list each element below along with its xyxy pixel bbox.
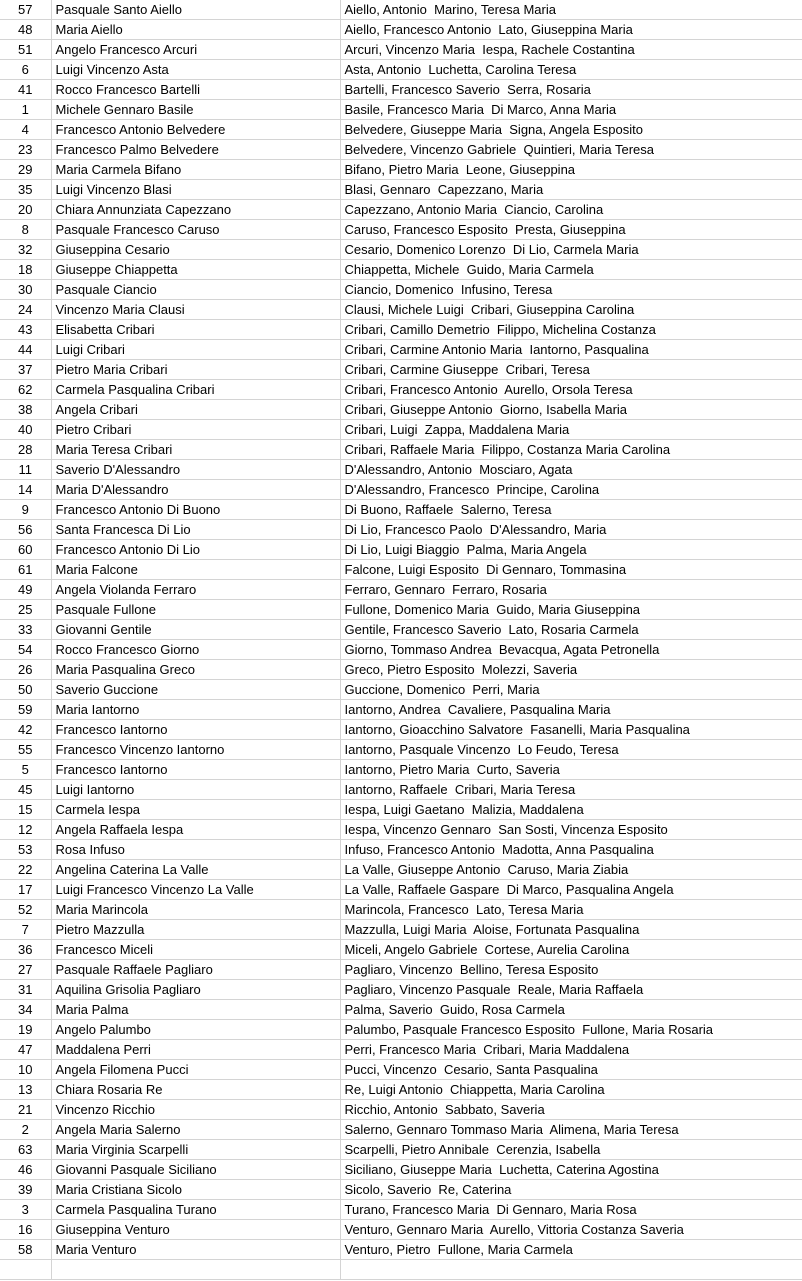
name-cell[interactable]: Maria Teresa Cribari (51, 440, 340, 460)
parents-cell[interactable]: Blasi, Gennaro Capezzano, Maria (340, 180, 802, 200)
table-row (0, 520, 802, 540)
row-number-cell[interactable]: 30 (0, 280, 51, 300)
row-number-cell[interactable]: 36 (0, 940, 51, 960)
parents-cell[interactable]: Falcone, Luigi Esposito Di Gennaro, Tommasina (340, 560, 802, 580)
name-cell[interactable]: Francesco Iantorno (51, 760, 340, 780)
table-row (0, 240, 802, 260)
row-number-cell[interactable]: 17 (0, 880, 51, 900)
row-number-cell[interactable]: 47 (0, 1040, 51, 1060)
parents-cell[interactable]: Bartelli, Francesco Saverio Serra, Rosaria (340, 80, 802, 100)
name-cell[interactable]: Saverio D'Alessandro (51, 460, 340, 480)
name-cell[interactable]: Luigi Vincenzo Blasi (51, 180, 340, 200)
table-row (0, 920, 802, 940)
parents-cell[interactable]: Di Lio, Luigi Biaggio Palma, Maria Angela (340, 540, 802, 560)
table-row (0, 940, 802, 960)
name-cell[interactable]: Angelo Palumbo (51, 1020, 340, 1040)
row-number-cell[interactable]: 12 (0, 820, 51, 840)
parents-cell[interactable]: Belvedere, Giuseppe Maria Signa, Angela Esposito (340, 120, 802, 140)
name-cell[interactable]: Angelo Francesco Arcuri (51, 40, 340, 60)
name-cell[interactable]: Carmela Pasqualina Turano (51, 1200, 340, 1220)
parents-cell[interactable]: Venturo, Pietro Fullone, Maria Carmela (340, 1240, 802, 1260)
table-row (0, 1100, 802, 1120)
table-row (0, 340, 802, 360)
parents-cell[interactable]: Palumbo, Pasquale Francesco Esposito Fullone, Maria Rosaria (340, 1020, 802, 1040)
parents-cell[interactable]: Salerno, Gennaro Tommaso Maria Alimena, Maria Teresa (340, 1120, 802, 1140)
name-cell[interactable]: Giuseppina Venturo (51, 1220, 340, 1240)
row-number-cell[interactable]: 57 (0, 0, 51, 20)
row-number-cell[interactable]: 9 (0, 500, 51, 520)
row-number-cell[interactable]: 37 (0, 360, 51, 380)
table-row (0, 0, 802, 20)
parents-cell[interactable]: Greco, Pietro Esposito Molezzi, Saveria (340, 660, 802, 680)
table-row (0, 1200, 802, 1220)
parents-cell[interactable]: Pagliaro, Vincenzo Bellino, Teresa Esposito (340, 960, 802, 980)
name-cell[interactable]: Luigi Iantorno (51, 780, 340, 800)
name-cell[interactable]: Francesco Miceli (51, 940, 340, 960)
name-cell[interactable]: Vincenzo Ricchio (51, 1100, 340, 1120)
table-row (0, 780, 802, 800)
table-row (0, 220, 802, 240)
name-cell[interactable] (51, 1260, 340, 1280)
parents-cell[interactable]: Ferraro, Gennaro Ferraro, Rosaria (340, 580, 802, 600)
parents-cell[interactable]: Di Lio, Francesco Paolo D'Alessandro, Maria (340, 520, 802, 540)
parents-cell[interactable]: Belvedere, Vincenzo Gabriele Quintieri, Maria Teresa (340, 140, 802, 160)
name-cell[interactable]: Rocco Francesco Giorno (51, 640, 340, 660)
name-cell[interactable]: Pietro Maria Cribari (51, 360, 340, 380)
table-row (0, 440, 802, 460)
parents-cell[interactable]: Perri, Francesco Maria Cribari, Maria Maddalena (340, 1040, 802, 1060)
row-number-cell[interactable]: 31 (0, 980, 51, 1000)
name-cell[interactable]: Saverio Guccione (51, 680, 340, 700)
table-row (0, 600, 802, 620)
parents-cell[interactable]: Ricchio, Antonio Sabbato, Saveria (340, 1100, 802, 1120)
name-cell[interactable]: Maria Palma (51, 1000, 340, 1020)
parents-cell[interactable]: Aiello, Antonio Marino, Teresa Maria (340, 0, 802, 20)
name-cell[interactable]: Angela Raffaela Iespa (51, 820, 340, 840)
row-number-cell[interactable]: 29 (0, 160, 51, 180)
table-row (0, 560, 802, 580)
name-cell[interactable]: Elisabetta Cribari (51, 320, 340, 340)
parents-cell[interactable]: Mazzulla, Luigi Maria Aloise, Fortunata Pasqualina (340, 920, 802, 940)
parents-cell[interactable]: Caruso, Francesco Esposito Presta, Giuseppina (340, 220, 802, 240)
parents-cell[interactable]: D'Alessandro, Francesco Principe, Carolina (340, 480, 802, 500)
parents-cell[interactable]: Capezzano, Antonio Maria Ciancio, Carolina (340, 200, 802, 220)
row-number-cell[interactable]: 45 (0, 780, 51, 800)
table-row (0, 700, 802, 720)
table-row (0, 320, 802, 340)
name-cell[interactable]: Luigi Cribari (51, 340, 340, 360)
row-number-cell[interactable]: 18 (0, 260, 51, 280)
table-row (0, 60, 802, 80)
parents-cell[interactable]: Clausi, Michele Luigi Cribari, Giuseppina Carolina (340, 300, 802, 320)
parents-cell[interactable]: Marincola, Francesco Lato, Teresa Maria (340, 900, 802, 920)
table-row (0, 580, 802, 600)
table-row (0, 620, 802, 640)
name-cell[interactable]: Carmela Iespa (51, 800, 340, 820)
table-row (0, 100, 802, 120)
parents-cell[interactable]: Pagliaro, Vincenzo Pasquale Reale, Maria Raffaela (340, 980, 802, 1000)
table-row (0, 740, 802, 760)
row-number-cell[interactable]: 26 (0, 660, 51, 680)
parents-cell[interactable] (340, 1260, 802, 1280)
row-number-cell[interactable]: 33 (0, 620, 51, 640)
table-row (0, 1140, 802, 1160)
table-row (0, 120, 802, 140)
table-row (0, 1020, 802, 1040)
name-cell[interactable]: Luigi Francesco Vincenzo La Valle (51, 880, 340, 900)
name-cell[interactable]: Giovanni Pasquale Siciliano (51, 1160, 340, 1180)
table-row (0, 420, 802, 440)
table-row (0, 1000, 802, 1020)
name-cell[interactable]: Angela Maria Salerno (51, 1120, 340, 1140)
row-number-cell[interactable]: 56 (0, 520, 51, 540)
parents-cell[interactable]: La Valle, Raffaele Gaspare Di Marco, Pasqualina Angela (340, 880, 802, 900)
name-cell[interactable]: Luigi Vincenzo Asta (51, 60, 340, 80)
row-number-cell[interactable]: 16 (0, 1220, 51, 1240)
row-number-cell[interactable]: 53 (0, 840, 51, 860)
table-row (0, 160, 802, 180)
name-cell[interactable]: Francesco Antonio Di Buono (51, 500, 340, 520)
name-cell[interactable]: Pasquale Fullone (51, 600, 340, 620)
row-number-cell[interactable]: 50 (0, 680, 51, 700)
row-number-cell[interactable]: 10 (0, 1060, 51, 1080)
table-row (0, 660, 802, 680)
name-cell[interactable]: Giuseppe Chiappetta (51, 260, 340, 280)
parents-cell[interactable]: Ciancio, Domenico Infusino, Teresa (340, 280, 802, 300)
row-number-cell[interactable]: 21 (0, 1100, 51, 1120)
row-number-cell[interactable]: 63 (0, 1140, 51, 1160)
name-cell[interactable]: Francesco Antonio Di Lio (51, 540, 340, 560)
parents-cell[interactable]: Gentile, Francesco Saverio Lato, Rosaria Carmela (340, 620, 802, 640)
name-cell[interactable]: Giovanni Gentile (51, 620, 340, 640)
parents-cell[interactable]: Aiello, Francesco Antonio Lato, Giuseppina Maria (340, 20, 802, 40)
row-number-cell[interactable]: 14 (0, 480, 51, 500)
parents-cell[interactable]: Basile, Francesco Maria Di Marco, Anna Maria (340, 100, 802, 120)
name-cell[interactable]: Angela Cribari (51, 400, 340, 420)
parents-cell[interactable]: Iantorno, Pietro Maria Curto, Saveria (340, 760, 802, 780)
name-cell[interactable]: Pasquale Raffaele Pagliaro (51, 960, 340, 980)
name-cell[interactable]: Angelina Caterina La Valle (51, 860, 340, 880)
row-number-cell[interactable]: 11 (0, 460, 51, 480)
table-row (0, 1220, 802, 1240)
row-number-cell[interactable]: 52 (0, 900, 51, 920)
parents-cell[interactable]: Fullone, Domenico Maria Guido, Maria Giuseppina (340, 600, 802, 620)
parents-cell[interactable]: Venturo, Gennaro Maria Aurello, Vittoria Costanza Saveria (340, 1220, 802, 1240)
parents-cell[interactable]: Turano, Francesco Maria Di Gennaro, Maria Rosa (340, 1200, 802, 1220)
table-row (0, 540, 802, 560)
table-row (0, 640, 802, 660)
row-number-cell[interactable]: 3 (0, 1200, 51, 1220)
parents-cell[interactable]: Arcuri, Vincenzo Maria Iespa, Rachele Costantina (340, 40, 802, 60)
name-cell[interactable]: Angela Violanda Ferraro (51, 580, 340, 600)
name-cell[interactable]: Pietro Cribari (51, 420, 340, 440)
table-row (0, 820, 802, 840)
table-row (0, 800, 802, 820)
table-row (0, 20, 802, 40)
table-row (0, 1160, 802, 1180)
parents-cell[interactable]: Cribari, Camillo Demetrio Filippo, Michelina Costanza (340, 320, 802, 340)
name-cell[interactable]: Chiara Rosaria Re (51, 1080, 340, 1100)
row-number-cell[interactable]: 60 (0, 540, 51, 560)
name-cell[interactable]: Maria Carmela Bifano (51, 160, 340, 180)
name-cell[interactable]: Maria Virginia Scarpelli (51, 1140, 340, 1160)
name-cell[interactable]: Aquilina Grisolia Pagliaro (51, 980, 340, 1000)
row-number-cell[interactable]: 48 (0, 20, 51, 40)
row-number-cell[interactable]: 38 (0, 400, 51, 420)
parents-cell[interactable]: Asta, Antonio Luchetta, Carolina Teresa (340, 60, 802, 80)
table-row (0, 1180, 802, 1200)
name-cell[interactable]: Maria Iantorno (51, 700, 340, 720)
parents-cell[interactable]: Iantorno, Raffaele Cribari, Maria Teresa (340, 780, 802, 800)
table-row (0, 380, 802, 400)
table-row (0, 500, 802, 520)
table-row (0, 760, 802, 780)
name-cell[interactable]: Maria Aiello (51, 20, 340, 40)
table-row (0, 40, 802, 60)
table-row (0, 80, 802, 100)
table-row (0, 480, 802, 500)
parents-cell[interactable]: Sicolo, Saverio Re, Caterina (340, 1180, 802, 1200)
name-cell[interactable]: Santa Francesca Di Lio (51, 520, 340, 540)
row-number-cell[interactable]: 54 (0, 640, 51, 660)
row-number-cell[interactable]: 59 (0, 700, 51, 720)
row-number-cell[interactable]: 27 (0, 960, 51, 980)
table-row (0, 860, 802, 880)
parents-cell[interactable]: Cribari, Raffaele Maria Filippo, Costanza Maria Carolina (340, 440, 802, 460)
parents-cell[interactable]: Infuso, Francesco Antonio Madotta, Anna Pasqualina (340, 840, 802, 860)
parents-cell[interactable]: Guccione, Domenico Perri, Maria (340, 680, 802, 700)
row-number-cell[interactable]: 34 (0, 1000, 51, 1020)
row-number-cell[interactable]: 43 (0, 320, 51, 340)
parents-cell[interactable]: Bifano, Pietro Maria Leone, Giuseppina (340, 160, 802, 180)
name-cell[interactable]: Maria Venturo (51, 1240, 340, 1260)
parents-cell[interactable]: Iespa, Luigi Gaetano Malizia, Maddalena (340, 800, 802, 820)
parents-cell[interactable]: Cribari, Francesco Antonio Aurello, Orsola Teresa (340, 380, 802, 400)
parents-cell[interactable]: Pucci, Vincenzo Cesario, Santa Pasqualina (340, 1060, 802, 1080)
row-number-cell[interactable]: 28 (0, 440, 51, 460)
name-cell[interactable]: Francesco Iantorno (51, 720, 340, 740)
table-row (0, 880, 802, 900)
name-cell[interactable]: Rocco Francesco Bartelli (51, 80, 340, 100)
row-number-cell[interactable]: 35 (0, 180, 51, 200)
parents-cell[interactable]: Cribari, Carmine Giuseppe Cribari, Teresa (340, 360, 802, 380)
row-number-cell[interactable]: 40 (0, 420, 51, 440)
table-row (0, 980, 802, 1000)
name-cell[interactable]: Maria Falcone (51, 560, 340, 580)
name-cell[interactable]: Maria D'Alessandro (51, 480, 340, 500)
parents-cell[interactable]: La Valle, Giuseppe Antonio Caruso, Maria Ziabia (340, 860, 802, 880)
row-number-cell[interactable]: 58 (0, 1240, 51, 1260)
row-number-cell[interactable]: 6 (0, 60, 51, 80)
table-row (0, 1260, 802, 1280)
parents-cell[interactable]: Cribari, Luigi Zappa, Maddalena Maria (340, 420, 802, 440)
row-number-cell[interactable]: 51 (0, 40, 51, 60)
row-number-cell[interactable]: 20 (0, 200, 51, 220)
row-number-cell[interactable]: 39 (0, 1180, 51, 1200)
parents-cell[interactable]: Miceli, Angelo Gabriele Cortese, Aurelia Carolina (340, 940, 802, 960)
table-row (0, 1040, 802, 1060)
row-number-cell[interactable]: 55 (0, 740, 51, 760)
name-cell[interactable]: Pietro Mazzulla (51, 920, 340, 940)
parents-cell[interactable]: Chiappetta, Michele Guido, Maria Carmela (340, 260, 802, 280)
row-number-cell[interactable]: 32 (0, 240, 51, 260)
row-number-cell[interactable]: 7 (0, 920, 51, 940)
table-row (0, 900, 802, 920)
table-row (0, 460, 802, 480)
parents-cell[interactable]: Giorno, Tommaso Andrea Bevacqua, Agata Petronella (340, 640, 802, 660)
table-row (0, 140, 802, 160)
row-number-cell[interactable]: 24 (0, 300, 51, 320)
row-number-cell[interactable]: 2 (0, 1120, 51, 1140)
table-row (0, 360, 802, 380)
row-number-cell[interactable]: 49 (0, 580, 51, 600)
name-cell[interactable]: Maria Cristiana Sicolo (51, 1180, 340, 1200)
table-row (0, 720, 802, 740)
name-cell[interactable]: Maria Pasqualina Greco (51, 660, 340, 680)
name-cell[interactable]: Pasquale Santo Aiello (51, 0, 340, 20)
row-number-cell[interactable]: 15 (0, 800, 51, 820)
row-number-cell[interactable]: 42 (0, 720, 51, 740)
name-cell[interactable]: Carmela Pasqualina Cribari (51, 380, 340, 400)
parents-cell[interactable]: Iantorno, Gioacchino Salvatore Fasanelli, Maria Pasqualina (340, 720, 802, 740)
row-number-cell[interactable]: 22 (0, 860, 51, 880)
row-number-cell[interactable]: 1 (0, 100, 51, 120)
row-number-cell[interactable] (0, 1260, 51, 1280)
name-cell[interactable]: Giuseppina Cesario (51, 240, 340, 260)
parents-cell[interactable]: Cesario, Domenico Lorenzo Di Lio, Carmela Maria (340, 240, 802, 260)
table-row (0, 400, 802, 420)
name-cell[interactable]: Francesco Antonio Belvedere (51, 120, 340, 140)
row-number-cell[interactable]: 23 (0, 140, 51, 160)
table-row (0, 1080, 802, 1100)
parents-cell[interactable]: Iespa, Vincenzo Gennaro San Sosti, Vincenza Esposito (340, 820, 802, 840)
row-number-cell[interactable]: 41 (0, 80, 51, 100)
row-number-cell[interactable]: 8 (0, 220, 51, 240)
name-cell[interactable]: Michele Gennaro Basile (51, 100, 340, 120)
table-row (0, 300, 802, 320)
parents-cell[interactable]: Scarpelli, Pietro Annibale Cerenzia, Isabella (340, 1140, 802, 1160)
table-row (0, 200, 802, 220)
name-cell[interactable]: Francesco Vincenzo Iantorno (51, 740, 340, 760)
parents-cell[interactable]: D'Alessandro, Antonio Mosciaro, Agata (340, 460, 802, 480)
name-cell[interactable]: Francesco Palmo Belvedere (51, 140, 340, 160)
row-number-cell[interactable]: 44 (0, 340, 51, 360)
table-row (0, 1060, 802, 1080)
parents-cell[interactable]: Re, Luigi Antonio Chiappetta, Maria Carolina (340, 1080, 802, 1100)
name-cell[interactable]: Rosa Infuso (51, 840, 340, 860)
parents-cell[interactable]: Iantorno, Andrea Cavaliere, Pasqualina Maria (340, 700, 802, 720)
table-row (0, 180, 802, 200)
name-cell[interactable]: Pasquale Ciancio (51, 280, 340, 300)
name-cell[interactable]: Maria Marincola (51, 900, 340, 920)
row-number-cell[interactable]: 19 (0, 1020, 51, 1040)
parents-cell[interactable]: Cribari, Carmine Antonio Maria Iantorno, Pasqualina (340, 340, 802, 360)
row-number-cell[interactable]: 61 (0, 560, 51, 580)
parents-cell[interactable]: Palma, Saverio Guido, Rosa Carmela (340, 1000, 802, 1020)
table-row (0, 680, 802, 700)
row-number-cell[interactable]: 62 (0, 380, 51, 400)
name-cell[interactable]: Chiara Annunziata Capezzano (51, 200, 340, 220)
table-row (0, 280, 802, 300)
table-row (0, 1240, 802, 1260)
table-row (0, 260, 802, 280)
row-number-cell[interactable]: 46 (0, 1160, 51, 1180)
row-number-cell[interactable]: 25 (0, 600, 51, 620)
parents-cell[interactable]: Iantorno, Pasquale Vincenzo Lo Feudo, Teresa (340, 740, 802, 760)
table-row (0, 1120, 802, 1140)
parents-cell[interactable]: Di Buono, Raffaele Salerno, Teresa (340, 500, 802, 520)
row-number-cell[interactable]: 13 (0, 1080, 51, 1100)
table-row (0, 960, 802, 980)
table-row (0, 840, 802, 860)
name-cell[interactable]: Vincenzo Maria Clausi (51, 300, 340, 320)
name-cell[interactable]: Maddalena Perri (51, 1040, 340, 1060)
parents-cell[interactable]: Siciliano, Giuseppe Maria Luchetta, Caterina Agostina (340, 1160, 802, 1180)
name-cell[interactable]: Angela Filomena Pucci (51, 1060, 340, 1080)
parents-cell[interactable]: Cribari, Giuseppe Antonio Giorno, Isabella Maria (340, 400, 802, 420)
row-number-cell[interactable]: 5 (0, 760, 51, 780)
name-cell[interactable]: Pasquale Francesco Caruso (51, 220, 340, 240)
row-number-cell[interactable]: 4 (0, 120, 51, 140)
